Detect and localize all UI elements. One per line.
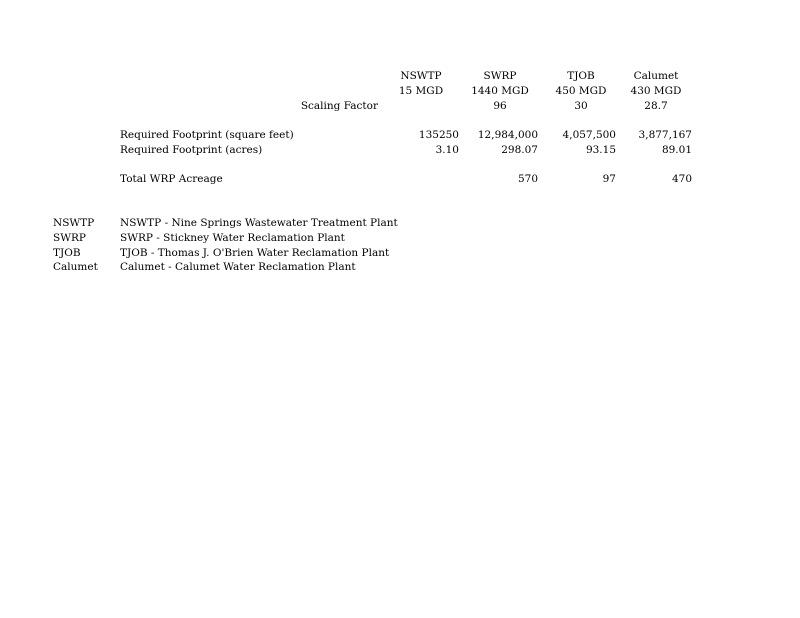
row-label-footprint-sqft: Required Footprint (square feet) — [120, 129, 294, 141]
legend-desc: Calumet - Calumet Water Reclamation Plant — [120, 261, 356, 273]
total-acreage-swrp: 570 — [517, 173, 538, 185]
row-label-footprint-acres: Required Footprint (acres) — [120, 144, 263, 156]
total-acreage-calumet: 470 — [671, 173, 692, 185]
header-plant-tjob: TJOB — [567, 70, 595, 82]
header-plant-calumet: Calumet — [633, 70, 679, 82]
total-acreage-tjob: 97 — [602, 173, 616, 185]
scaling-factor-tjob: 30 — [574, 100, 588, 112]
footprint-acres-calumet: 89.01 — [661, 144, 692, 156]
header-capacity-nswtp: 15 MGD — [398, 85, 444, 97]
footprint-acres-nswtp: 3.10 — [435, 144, 459, 156]
legend-abbr: SWRP — [53, 232, 86, 244]
legend-desc: TJOB - Thomas J. O'Brien Water Reclamation Plant — [120, 247, 390, 259]
scaling-factor-swrp: 96 — [493, 100, 507, 112]
header-plant-nswtp: NSWTP — [400, 70, 442, 82]
scaling-factor-calumet: 28.7 — [644, 100, 668, 112]
row-label-total-acreage: Total WRP Acreage — [120, 173, 223, 185]
footprint-sqft-nswtp: 135250 — [418, 129, 459, 141]
legend-abbr: NSWTP — [53, 217, 95, 229]
footprint-sqft-tjob: 4,057,500 — [562, 129, 616, 141]
legend-abbr: Calumet — [53, 261, 98, 273]
footprint-acres-tjob: 93.15 — [585, 144, 616, 156]
footprint-acres-swrp: 298.07 — [501, 144, 538, 156]
legend-desc: SWRP - Stickney Water Reclamation Plant — [120, 232, 345, 244]
header-capacity-tjob: 450 MGD — [555, 85, 607, 97]
footprint-sqft-swrp: 12,984,000 — [477, 129, 538, 141]
header-capacity-calumet: 430 MGD — [630, 85, 682, 97]
row-label-scaling-factor: Scaling Factor — [300, 100, 378, 112]
header-capacity-swrp: 1440 MGD — [471, 85, 529, 97]
legend-desc: NSWTP - Nine Springs Wastewater Treatment Plant — [120, 217, 398, 229]
header-plant-swrp: SWRP — [483, 70, 517, 82]
legend-abbr: TJOB — [53, 247, 81, 259]
footprint-sqft-calumet: 3,877,167 — [638, 129, 692, 141]
